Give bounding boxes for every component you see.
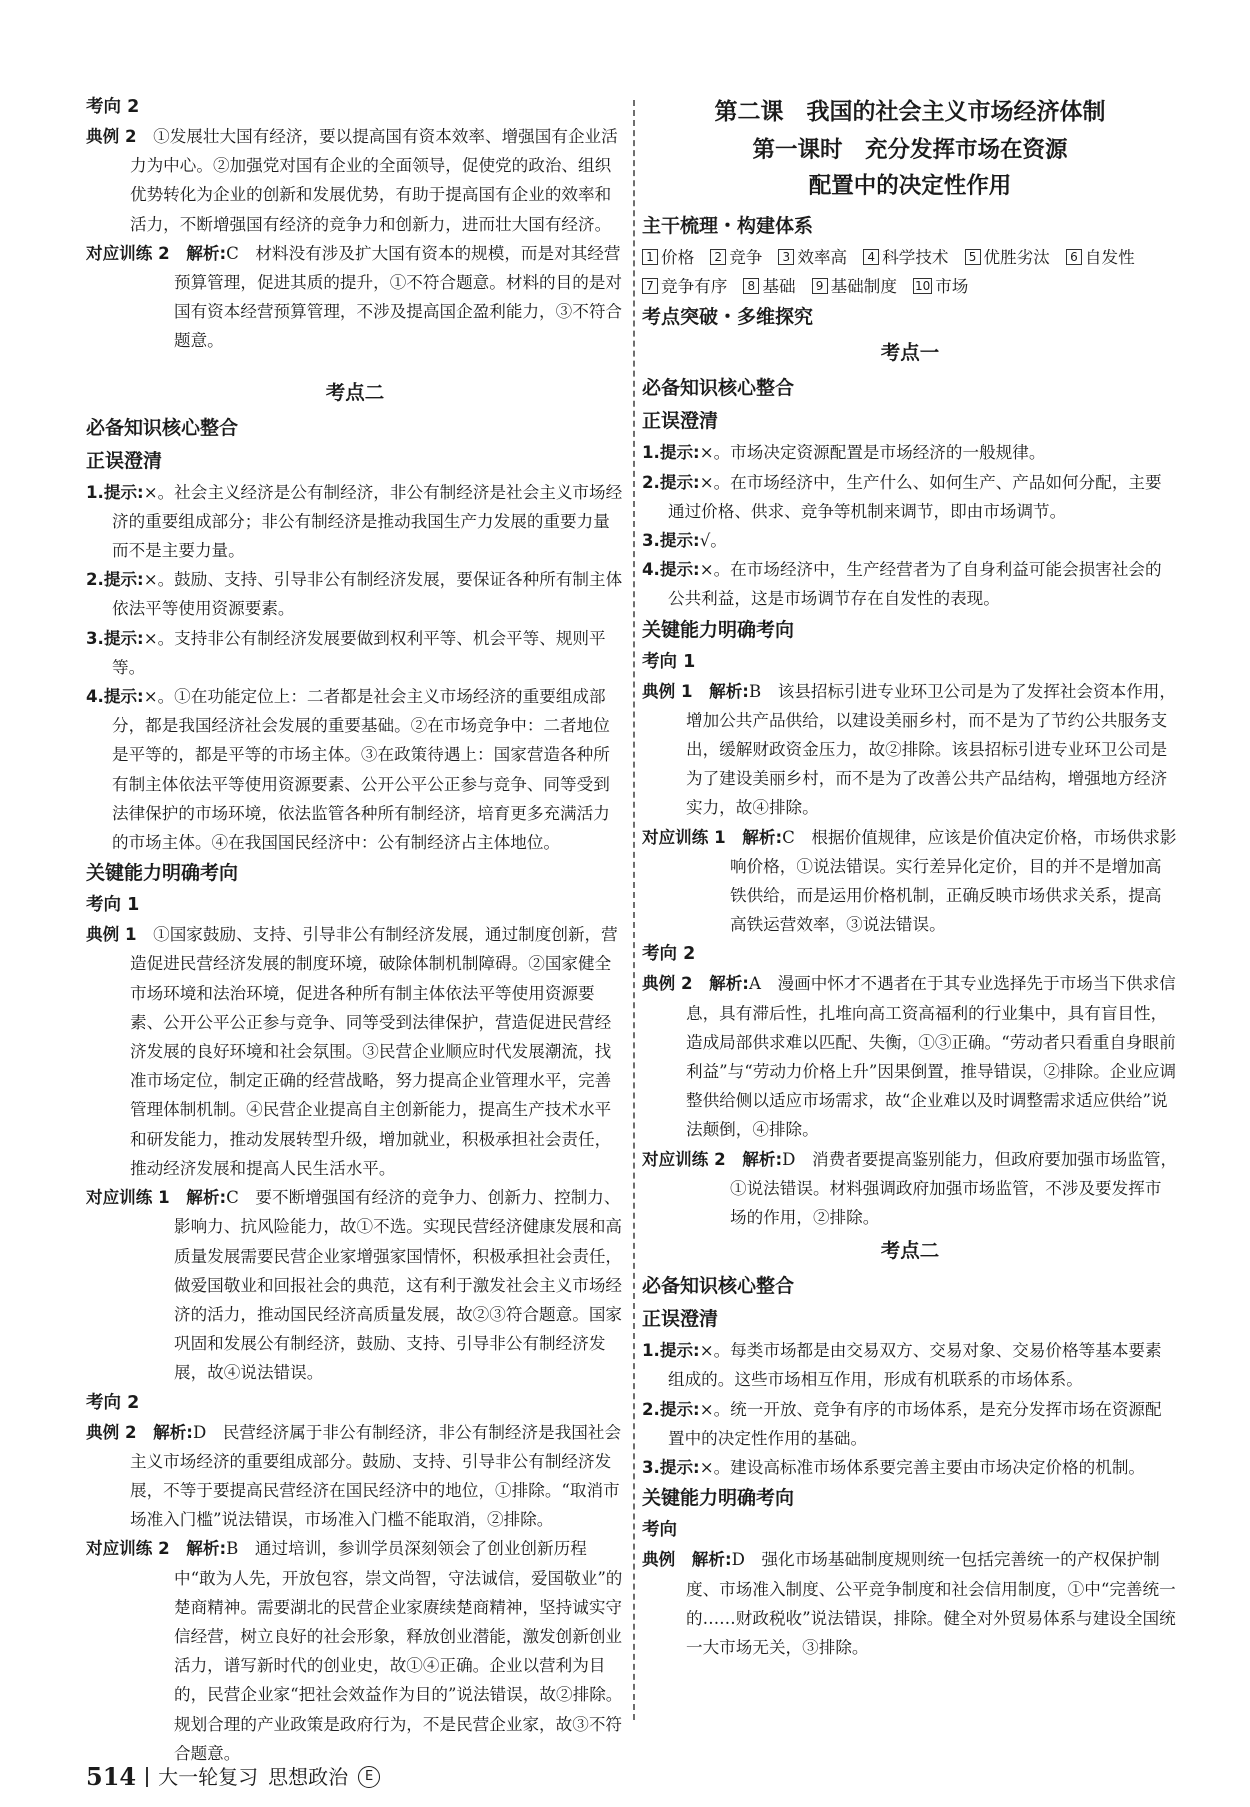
- tip-num: 3.: [642, 531, 660, 551]
- answer-list: [642, 243, 1178, 301]
- heading-kaoxiang: 考向 1: [86, 895, 140, 916]
- answer-text: 竞争: [729, 248, 763, 267]
- tip-text: ×。在市场经济中，生产经营者为了自身利益可能会损害社会的公共利益，这是市场调节存在自发性的表现。: [668, 560, 1162, 609]
- answer-text: 基础制度: [830, 277, 897, 297]
- heading-kaoxiang: 考向 2: [86, 1392, 140, 1413]
- training-paragraph: [642, 823, 1178, 940]
- answer-number: 3: [778, 249, 794, 265]
- answer-item: [965, 243, 1050, 272]
- tip-item: [642, 526, 1178, 555]
- section-title: 正误澄清: [642, 410, 719, 433]
- example-paragraph: [86, 920, 624, 1183]
- tip-text: ×。统一开放、竞争有序的市场体系，是充分发挥市场在资源配置中的决定性作用的基础。: [668, 1399, 1162, 1448]
- jiexi-label: 解析:: [186, 1188, 227, 1208]
- example-paragraph: [642, 969, 1178, 1144]
- answer-number: 8: [743, 278, 759, 294]
- tip-item: [642, 1336, 1178, 1394]
- example-paragraph: [86, 122, 624, 239]
- tip-text: ×。支持非公有制经济发展要做到权利平等、机会平等、规则平等。: [112, 628, 606, 677]
- answer-number: 6: [1066, 249, 1082, 265]
- answer-text: 自发性: [1084, 248, 1135, 267]
- tip-text: √。: [699, 531, 727, 551]
- section-title: 正误澄清: [642, 1308, 719, 1331]
- tip-text: ×。市场决定资源配置是市场经济的一般规律。: [699, 443, 1046, 463]
- tip-text: ×。鼓励、支持、引导非公有制经济发展，要保证各种所有制主体依法平等使用资源要素。: [112, 570, 623, 619]
- tip-label: 提示:: [659, 472, 700, 492]
- heading-kaodian: 考点二: [880, 1239, 940, 1263]
- jiexi-label: 解析:: [153, 1422, 193, 1442]
- answer-item: [642, 243, 694, 272]
- left-column: [86, 92, 624, 1768]
- tip-num: 2.: [642, 472, 660, 492]
- tip-text: ×。社会主义经济是公有制经济，非公有制经济是社会主义市场经济的重要组成部分；非公有制经济是推动我国生产力发展的重要力量而不是主要力量。: [112, 482, 623, 561]
- label: 典例 2: [86, 1422, 137, 1442]
- text: B 通过培训，参训学员深刻领会了创业创新历程中“敢为人先，开放包容，崇文尚智，守法诚信，爱国敬业”的楚商精神。需要湖北的民营企业家赓续楚商精神，坚持诚实守信经营，树立良好的社会形象，释放创业潜能，激发创新创业活力，谱写新时代的创业史，故①④正确。企业以营利为目的，民营企业家“把社会效益作为目的”说法错误，故②排除。规划合理的产业政策是政府行为，不是民营企业家，故③不符合题意。: [174, 1539, 623, 1763]
- answer-item: [913, 272, 968, 301]
- training-paragraph: [642, 1145, 1178, 1233]
- heading-kaoxiang: 考向: [642, 1520, 677, 1541]
- text: D 消费者要提高鉴别能力，但政府要加强市场监管，①说法错误。材料强调政府加强市场监管，不涉及要发挥市场的作用，②排除。: [730, 1149, 1178, 1228]
- text: A 漫画中怀才不遇者在于其专业选择先于市场当下供求信息，具有滞后性，扎堆向高工资高福利的行业集中，具有盲目性，造成局部供求难以匹配、失衡，①③正确。“劳动者只看重自身眼前利益”与“劳动力价格上升”因果倒置，推导错误，②排除。企业应调整供给侧以适应市场需求，故“企业难以及时调整需求适应供给”说法颠倒，④排除。: [686, 974, 1177, 1140]
- section-title: 考点突破・多维探究: [642, 306, 814, 329]
- lesson-title: 第二课 我国的社会主义市场经济体制: [714, 99, 1106, 125]
- example-paragraph: [642, 677, 1178, 823]
- example-paragraph: [642, 1545, 1178, 1662]
- label: 对应训练 1: [86, 1188, 170, 1208]
- tip-text: ×。建设高标准市场体系要完善主要由市场决定价格的机制。: [699, 1458, 1146, 1478]
- answer-number: 1: [642, 249, 658, 265]
- answer-item: [642, 272, 727, 301]
- section-title: 必备知识核心整合: [642, 377, 795, 400]
- footer-separator: [146, 1767, 148, 1787]
- answer-item: [743, 272, 795, 301]
- tip-num: 4.: [642, 560, 660, 580]
- tip-label: 提示:: [103, 482, 144, 502]
- right-column: [642, 92, 1178, 1662]
- text: ①发展壮大国有经济，要以提高国有资本效率、增强国有企业活力为中心。②加强党对国有企业的全面领导，促使党的政治、组织优势转化为企业的创新和发展优势，有助于提高国有企业的效率和活力，不断增强国有经济的竞争力和创新力，进而壮大国有经济。: [130, 127, 618, 234]
- tip-label: 提示:: [659, 1341, 700, 1361]
- tip-num: 1.: [642, 443, 660, 463]
- period-title: 第一课时 充分发挥市场在资源: [752, 137, 1068, 163]
- tip-num: 1.: [642, 1341, 660, 1361]
- label: 典例 2: [642, 974, 693, 994]
- answer-item: [778, 243, 847, 272]
- training-paragraph: [86, 1183, 624, 1387]
- label: 典例 1: [642, 681, 693, 701]
- answer-text: 优胜劣汰: [983, 248, 1050, 267]
- tip-item: [642, 555, 1178, 613]
- training-paragraph: [86, 1534, 624, 1768]
- tip-label: 提示:: [103, 570, 144, 590]
- answer-number: 7: [642, 278, 658, 294]
- heading-kaoxiang: 考向 1: [642, 651, 696, 672]
- answer-number: 2: [710, 249, 726, 265]
- label: 对应训练 2: [642, 1149, 726, 1169]
- tip-label: 提示:: [659, 531, 700, 551]
- answer-text: 基础: [762, 277, 796, 297]
- jiexi-label: 解析:: [742, 827, 783, 847]
- section-title: 主干梳理・构建体系: [642, 215, 814, 237]
- text: ①国家鼓励、支持、引导非公有制经济发展，通过制度创新，营造促进民营经济发展的制度环境，破除体制机制障碍。②国家健全市场环境和法治环境，促进各种所有制主体依法平等使用资源要素、公开公平公正参与竞争、同等受到法律保护，营造促进民营经济发展的良好环境和社会氛围。③民营企业顺应时代发展潮流，找准市场定位，制定正确的经营战略，努力提高企业管理水平，完善管理体制机制。④民营企业提高自主创新能力，提高生产技术水平和研发能力，推动发展转型升级，增加就业，积极承担社会责任，推动经济发展和提高人民生活水平。: [130, 925, 618, 1178]
- answer-text: 效率高: [797, 248, 848, 267]
- jiexi-label: 解析:: [709, 974, 749, 994]
- page-footer: [86, 1764, 380, 1790]
- label: 对应训练 2: [86, 243, 170, 263]
- tip-item: [642, 438, 1178, 467]
- text: C 材料没有涉及扩大国有资本的规模，而是对其经营预算管理，促进其质的提升，①不符合题意。材料的目的是对国有资本经营预算管理，不涉及提高国企盈利能力，③不符合题意。: [174, 243, 623, 351]
- jiexi-label: 解析:: [742, 1149, 783, 1169]
- heading-kaodian: 考点二: [325, 380, 385, 404]
- answer-text: 市场: [935, 277, 969, 297]
- section-title: 必备知识核心整合: [642, 1275, 795, 1298]
- answer-text: 科学技术: [882, 248, 949, 267]
- answer-text: 价格: [661, 248, 695, 267]
- heading-kaodian: 考点一: [880, 341, 940, 365]
- heading-kaoxiang: 考向 2: [86, 97, 140, 117]
- tip-item: [642, 1453, 1178, 1482]
- label: 对应训练 2: [86, 1539, 170, 1559]
- period-title: 配置中的决定性作用: [808, 173, 1012, 199]
- tip-text: ×。①在功能定位上：二者都是社会主义市场经济的重要组成部分，都是我国经济社会发展的重要基础。②在市场竞争中：二者地位是平等的，都是平等的市场主体。③在政策待遇上：国家营造各种所有制主体依法平等使用资源要素、公开公平公正参与竞争、同等受到法律保护的市场环境，依法监管各种所有制经济，培育更多充满活力的市场主体。④在我国国民经济中：公有制经济占主体地位。: [112, 687, 610, 853]
- tip-num: 3.: [86, 628, 104, 648]
- answer-text: 竞争有序: [661, 277, 728, 297]
- training-paragraph: [86, 239, 624, 356]
- column-divider: [633, 100, 635, 1720]
- book-title: 大一轮复习: [158, 1765, 259, 1789]
- label: 典例 2: [86, 127, 137, 146]
- label: 对应训练 1: [642, 827, 726, 847]
- tip-text: ×。在市场经济中，生产什么、如何生产、产品如何分配，主要通过价格、供求、竞争等机制来调节，即由市场调节。: [668, 472, 1162, 521]
- tip-num: 2.: [642, 1399, 660, 1419]
- answer-item: [710, 243, 762, 272]
- answer-number: 10: [914, 279, 931, 294]
- tip-label: 提示:: [659, 1458, 700, 1478]
- answer-number: 4: [863, 249, 879, 265]
- subject-title: 思想政治: [268, 1765, 349, 1789]
- answer-number: 5: [965, 249, 981, 265]
- jiexi-label: 解析:: [186, 243, 227, 263]
- jiexi-label: 解析:: [691, 1550, 732, 1570]
- tip-label: 提示:: [659, 443, 700, 463]
- section-title: 关键能力明确考向: [642, 618, 795, 641]
- tip-item: [86, 624, 624, 682]
- tip-label: 提示:: [103, 628, 144, 648]
- section-title: 关键能力明确考向: [642, 1487, 795, 1510]
- tip-num: 4.: [86, 687, 104, 707]
- heading-kaoxiang: 考向 2: [642, 944, 696, 965]
- section-title: 必备知识核心整合: [86, 416, 239, 439]
- answer-item: [863, 243, 948, 272]
- tip-label: 提示:: [103, 687, 144, 707]
- text: C 要不断增强国有经济的竞争力、创新力、控制力、影响力、抗风险能力，故①不选。实现民营经济健康发展和高质量发展需要民营企业家增强家国情怀，积极承担社会责任，做爱国敬业和回报社会的典范，这有利于激发社会主义市场经济的活力，推动国民经济高质量发展，故②③符合题意。国家巩固和发展公有制经济，鼓励、支持、引导非公有制经济发展，故④说法错误。: [174, 1188, 623, 1383]
- tip-item: [86, 478, 624, 566]
- edition-badge: E: [358, 1766, 380, 1788]
- example-paragraph: [86, 1418, 624, 1535]
- label: 典例 1: [86, 925, 137, 945]
- tip-label: 提示:: [659, 1399, 700, 1419]
- tip-item: [642, 1395, 1178, 1453]
- section-title: 正误澄清: [86, 449, 163, 472]
- page-number: 514: [86, 1762, 137, 1791]
- text: D 民营经济属于非公有制经济，非公有制经济是我国社会主义市场经济的重要组成部分。鼓励、支持、引导非公有制经济发展，不等于要提高民营经济在国民经济中的地位，①排除。“取消市场准入门槛”说法错误，市场准入门槛不能取消，②排除。: [130, 1422, 622, 1530]
- answer-item: [1066, 243, 1135, 272]
- label: 典例: [642, 1550, 676, 1570]
- tip-text: ×。每类市场都是由交易双方、交易对象、交易价格等基本要素组成的。这些市场相互作用，形成有机联系的市场体系。: [668, 1341, 1162, 1390]
- tip-num: 2.: [86, 570, 104, 590]
- tip-item: [642, 468, 1178, 526]
- text: C 根据价值规律，应该是价值决定价格，市场供求影响价格，①说法错误。实行差异化定价，目的并不是增加高铁供给，而是运用价格机制，正确反映市场供求关系，提高高铁运营效率，③说法错误。: [730, 827, 1177, 935]
- text: D 强化市场基础制度规则统一包括完善统一的产权保护制度、市场准入制度、公平竞争制度和社会信用制度，①中“完善统一的……财政税收”说法错误，排除。健全对外贸易体系与建设全国统一大市场无关，③排除。: [686, 1550, 1176, 1657]
- tip-item: [86, 565, 624, 623]
- tip-item: [86, 682, 624, 857]
- tip-num: 3.: [642, 1458, 660, 1478]
- jiexi-label: 解析:: [186, 1539, 227, 1559]
- tip-label: 提示:: [659, 560, 700, 580]
- section-title: 关键能力明确考向: [86, 862, 239, 885]
- tip-num: 1.: [86, 482, 104, 502]
- text: B 该县招标引进专业环卫公司是为了发挥社会资本作用，增加公共产品供给，以建设美丽乡村，而不是为了节约公共服务支出，缓解财政资金压力，故②排除。该县招标引进专业环卫公司是为了建设美丽乡村，而不是为了改善公共产品结构，增强地方经济实力，故④排除。: [686, 681, 1176, 818]
- jiexi-label: 解析:: [709, 681, 749, 701]
- answer-number: 9: [812, 278, 828, 294]
- answer-item: [812, 272, 897, 301]
